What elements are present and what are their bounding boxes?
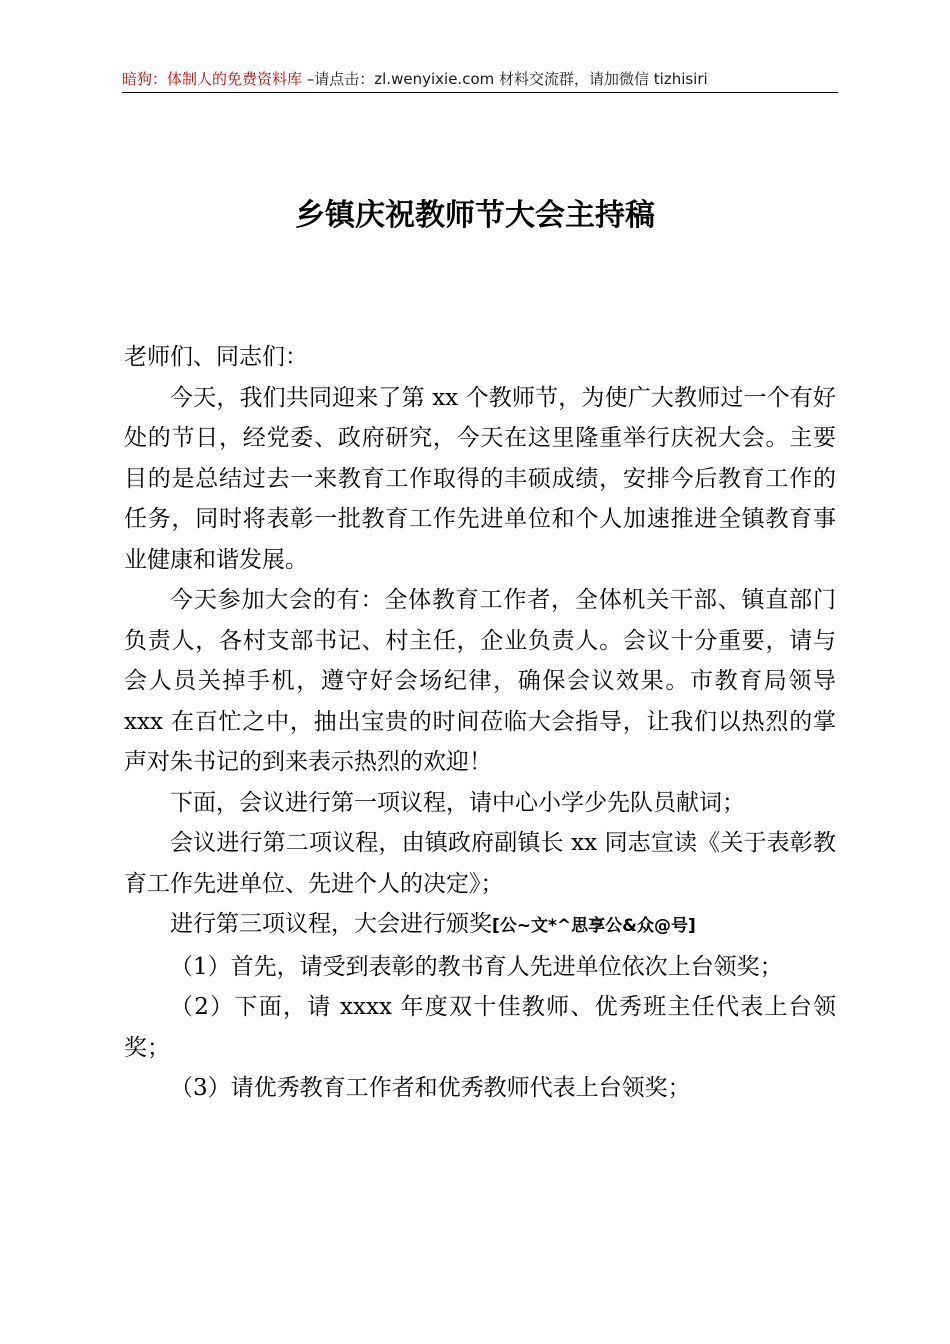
header-library-name: 暗狗：体制人的免费资料库: [122, 70, 303, 88]
award-item-3: （3）请优秀教育工作者和优秀教师代表上台领奖；: [170, 1075, 691, 1101]
header-wechat-note: 材料交流群，请加微信 tizhisiri: [494, 70, 708, 88]
paragraph-agenda-3: [124, 904, 836, 947]
watermark-header: [122, 66, 838, 92]
agenda-3-text: 进行第三项议程，大会进行颁奖: [170, 911, 492, 937]
paragraph-opening: 今天，我们共同迎来了第 xx 个教师节，为使广大教师过一个有好处的节日，经党委、政府研究，今天在这里隆重举行庆祝大会。主要目的是总结过去一来教育工作取得的丰硕成绩，安排今后教育工作的任务，同时将表彰一批教育工作先进单位和个人加速推进全镇教育事业健康和谐发展。: [124, 384, 836, 573]
salutation: 老师们、同志们：: [124, 344, 308, 370]
header-click-prompt: –请点击：: [302, 70, 375, 88]
document-body: [124, 337, 836, 1109]
header-url-link[interactable]: zl.wenyixie.com: [374, 70, 495, 88]
award-item-2: （2）下面，请 xxxx 年度双十佳教师、优秀班主任代表上台领奖；: [124, 994, 836, 1061]
inline-watermark: [公~文*^思享公&众@号]: [492, 916, 696, 936]
document-title: 乡镇庆祝教师节大会主持稿: [295, 198, 655, 233]
paragraph-attendees: 今天参加大会的有：全体教育工作者，全体机关干部、镇直部门负责人，各村支部书记、村主任，企业负责人。会议十分重要，请与会人员关掉手机，遵守好会场纪律，确保会议效果。市教育局领导 xxx 在百忙之中，抽出宝贵的时间莅临大会指导，让我们以热烈的掌声对朱书记的到来表示热烈的欢迎！: [124, 587, 836, 775]
paragraph-agenda-2: 会议进行第二项议程，由镇政府副镇长 xx 同志宣读《关于表彰教育工作先进单位、先进个人的决定》；: [124, 830, 836, 897]
header-divider: [122, 92, 838, 93]
paragraph-agenda-1: 下面，会议进行第一项议程，请中心小学少先队员献词；: [170, 789, 745, 816]
award-item-1: （1）首先，请受到表彰的教书育人先进单位依次上台领奖；: [170, 953, 783, 980]
